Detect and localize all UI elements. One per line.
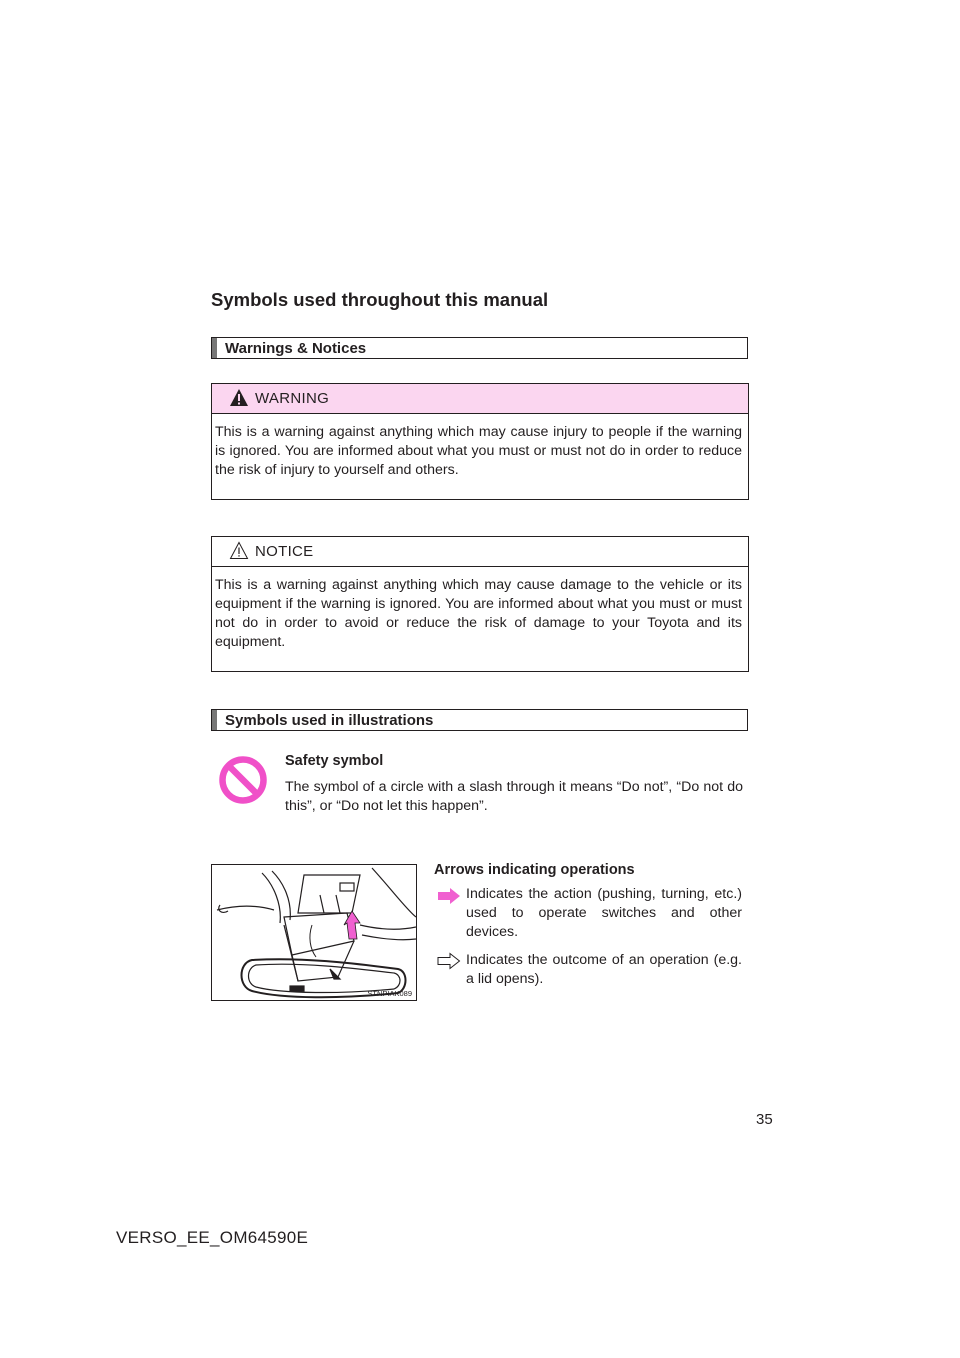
warning-header [212,384,748,414]
warning-triangle-icon [229,388,249,407]
overhead-console-illustration [211,864,417,1001]
section-heading-warnings [211,337,748,359]
section-heading-text: Warnings & Notices [225,340,367,357]
section-heading-text: Symbols used in illustrations [225,712,434,729]
heading-bar [212,710,217,730]
warning-label: WARNING [255,390,330,407]
console-drawing [212,865,416,1000]
action-arrow-text: Indicates the action (pushing, turning, etc.) used to operate switches and other devices. [466,886,742,940]
page-number: 35 [756,1111,773,1128]
warning-text: This is a warning against anything which may cause injury to people if the warning is ignored. You are informed about what you must or must not do in order to reduce the risk of injury to yourself and others. [215,424,742,478]
action-arrow-icon [437,887,461,905]
outcome-arrow-icon [437,952,461,970]
safety-symbol-text: The symbol of a circle with a slash through it means “Do not”, “Do not do this”, or “Do not let this happen”. [285,779,743,814]
section-heading-symbols [211,709,748,731]
notice-header [212,537,748,567]
notice-text: This is a warning against anything which may cause damage to the vehicle or its equipment if the warning is ignored. You are informed about what you must or must not do in order to avoid or reduce the risk of damage to your Toyota and its equipment. [215,577,742,650]
arrows-title: Arrows indicating operations [434,862,635,878]
safety-symbol-title: Safety symbol [285,753,384,769]
notice-label: NOTICE [255,543,314,560]
outcome-arrow-text: Indicates the outcome of an operation (e.g. a lid opens). [466,952,742,987]
illustration-code: STNPIAK089 [367,989,412,998]
notice-box [211,536,749,672]
prohibition-icon [218,755,268,805]
page-title: Symbols used throughout this manual [211,289,549,310]
notice-triangle-icon [229,541,249,560]
warning-box [211,383,749,500]
heading-bar [212,338,217,358]
footer-code: VERSO_EE_OM64590E [116,1228,309,1247]
